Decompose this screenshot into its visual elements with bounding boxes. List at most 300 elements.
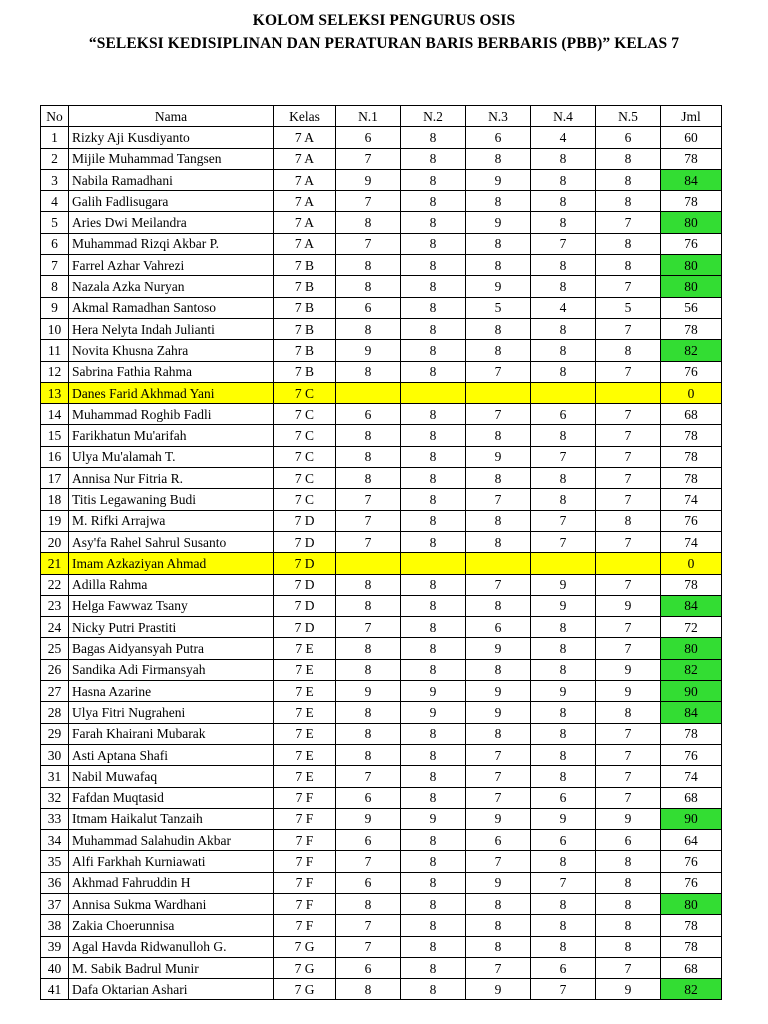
cell-nama: Dafa Oktarian Ashari (69, 979, 274, 1000)
cell-n5: 7 (596, 787, 661, 808)
cell-n2: 8 (401, 468, 466, 489)
cell-n2: 8 (401, 169, 466, 190)
cell-no: 39 (41, 936, 69, 957)
cell-n1: 8 (336, 595, 401, 616)
cell-n4: 9 (531, 681, 596, 702)
cell-n3: 7 (466, 744, 531, 765)
cell-jml: 78 (661, 191, 722, 212)
cell-n1: 6 (336, 297, 401, 318)
cell-nama: Annisa Sukma Wardhani (69, 893, 274, 914)
table-row (41, 766, 722, 787)
cell-n1: 8 (336, 979, 401, 1000)
cell-no: 18 (41, 489, 69, 510)
cell-no: 20 (41, 531, 69, 552)
table-row (41, 255, 722, 276)
cell-kelas: 7 D (274, 617, 336, 638)
cell-n1: 7 (336, 233, 401, 254)
table-row (41, 553, 722, 574)
cell-n3: 8 (466, 318, 531, 339)
cell-n4: 8 (531, 318, 596, 339)
cell-no: 14 (41, 404, 69, 425)
cell-n3: 6 (466, 127, 531, 148)
cell-no: 9 (41, 297, 69, 318)
cell-nama: Sandika Adi Firmansyah (69, 659, 274, 680)
cell-n2: 8 (401, 872, 466, 893)
cell-nama: Hasna Azarine (69, 681, 274, 702)
cell-n5: 9 (596, 808, 661, 829)
cell-kelas: 7 F (274, 872, 336, 893)
col-header-nama: Nama (69, 106, 274, 127)
cell-n2: 8 (401, 276, 466, 297)
cell-n5: 8 (596, 191, 661, 212)
cell-n3: 6 (466, 830, 531, 851)
cell-n3: 7 (466, 766, 531, 787)
cell-n1 (336, 382, 401, 403)
cell-n1: 7 (336, 936, 401, 957)
cell-no: 21 (41, 553, 69, 574)
cell-n4: 6 (531, 957, 596, 978)
cell-n1: 8 (336, 744, 401, 765)
cell-n5: 7 (596, 531, 661, 552)
cell-n3: 6 (466, 617, 531, 638)
table-row (41, 361, 722, 382)
cell-n2: 8 (401, 191, 466, 212)
cell-jml: 80 (661, 893, 722, 914)
table-row (41, 468, 722, 489)
page-title: KOLOM SELEKSI PENGURUS OSIS (252, 12, 516, 29)
cell-kelas: 7 E (274, 681, 336, 702)
cell-n2: 8 (401, 127, 466, 148)
cell-jml: 78 (661, 446, 722, 467)
cell-n3: 8 (466, 148, 531, 169)
table-row (41, 191, 722, 212)
table-row (41, 830, 722, 851)
cell-n5: 7 (596, 638, 661, 659)
cell-n5: 7 (596, 766, 661, 787)
cell-n2: 8 (401, 574, 466, 595)
cell-nama: Nabil Muwafaq (69, 766, 274, 787)
cell-n2: 8 (401, 404, 466, 425)
cell-n4: 8 (531, 425, 596, 446)
cell-n4: 7 (531, 233, 596, 254)
cell-jml: 68 (661, 404, 722, 425)
cell-no: 38 (41, 915, 69, 936)
cell-n5: 8 (596, 233, 661, 254)
table-row (41, 446, 722, 467)
table-row (41, 404, 722, 425)
cell-n3: 7 (466, 787, 531, 808)
cell-n2 (401, 553, 466, 574)
cell-jml: 76 (661, 744, 722, 765)
table-row (41, 212, 722, 233)
cell-n3: 8 (466, 936, 531, 957)
cell-n5: 7 (596, 574, 661, 595)
cell-n3: 8 (466, 255, 531, 276)
cell-n5 (596, 553, 661, 574)
cell-n2: 8 (401, 361, 466, 382)
cell-jml: 82 (661, 659, 722, 680)
cell-n3: 8 (466, 468, 531, 489)
table-row (41, 425, 722, 446)
col-header-n3: N.3 (466, 106, 531, 127)
cell-n2: 9 (401, 681, 466, 702)
cell-jml: 78 (661, 148, 722, 169)
cell-kelas: 7 E (274, 659, 336, 680)
cell-no: 10 (41, 318, 69, 339)
cell-nama: Farikhatun Mu'arifah (69, 425, 274, 446)
cell-n4: 8 (531, 659, 596, 680)
col-header-no: No (41, 106, 69, 127)
cell-n1: 6 (336, 787, 401, 808)
col-header-n2: N.2 (401, 106, 466, 127)
cell-nama: Ulya Mu'alamah T. (69, 446, 274, 467)
cell-kelas: 7 B (274, 361, 336, 382)
cell-no: 37 (41, 893, 69, 914)
cell-n4: 8 (531, 766, 596, 787)
cell-n2: 8 (401, 340, 466, 361)
page-subtitle: “SELEKSI KEDISIPLINAN DAN PERATURAN BARIS BERBARIS (PBB)” KELAS 7 (88, 35, 680, 52)
table-row (41, 595, 722, 616)
cell-nama: M. Rifki Arrajwa (69, 510, 274, 531)
cell-nama: Muhammad Roghib Fadli (69, 404, 274, 425)
cell-n4 (531, 553, 596, 574)
cell-n3: 7 (466, 489, 531, 510)
cell-kelas: 7 E (274, 723, 336, 744)
cell-n2: 8 (401, 851, 466, 872)
cell-n3: 9 (466, 169, 531, 190)
cell-n1: 8 (336, 468, 401, 489)
cell-kelas: 7 D (274, 553, 336, 574)
cell-n1: 7 (336, 489, 401, 510)
cell-jml: 80 (661, 276, 722, 297)
cell-jml: 82 (661, 340, 722, 361)
cell-n5: 7 (596, 617, 661, 638)
cell-nama: Titis Legawaning Budi (69, 489, 274, 510)
cell-n5: 7 (596, 723, 661, 744)
cell-nama: Akmal Ramadhan Santoso (69, 297, 274, 318)
cell-n3: 8 (466, 340, 531, 361)
cell-kelas: 7 F (274, 851, 336, 872)
table-row (41, 510, 722, 531)
cell-jml: 74 (661, 531, 722, 552)
cell-n3: 8 (466, 531, 531, 552)
cell-n4: 6 (531, 830, 596, 851)
cell-n5: 6 (596, 127, 661, 148)
cell-no: 16 (41, 446, 69, 467)
cell-n3: 8 (466, 510, 531, 531)
cell-nama: Zakia Choerunnisa (69, 915, 274, 936)
cell-n5: 9 (596, 595, 661, 616)
cell-n5: 7 (596, 276, 661, 297)
cell-n5: 7 (596, 446, 661, 467)
cell-n1: 8 (336, 425, 401, 446)
cell-kelas: 7 F (274, 830, 336, 851)
cell-nama: Muhammad Rizqi Akbar P. (69, 233, 274, 254)
cell-n5: 8 (596, 872, 661, 893)
cell-jml: 84 (661, 702, 722, 723)
cell-n4: 8 (531, 723, 596, 744)
cell-n4: 9 (531, 595, 596, 616)
cell-n1: 9 (336, 340, 401, 361)
cell-n3: 7 (466, 574, 531, 595)
cell-n3: 8 (466, 723, 531, 744)
cell-n3: 9 (466, 872, 531, 893)
cell-n2: 8 (401, 446, 466, 467)
cell-jml: 60 (661, 127, 722, 148)
cell-nama: Farah Khairani Mubarak (69, 723, 274, 744)
cell-n4: 9 (531, 808, 596, 829)
cell-jml: 80 (661, 638, 722, 659)
cell-no: 11 (41, 340, 69, 361)
cell-n1: 8 (336, 318, 401, 339)
cell-no: 33 (41, 808, 69, 829)
table-header-row (41, 106, 722, 127)
cell-n5: 8 (596, 169, 661, 190)
cell-kelas: 7 A (274, 148, 336, 169)
cell-n4: 7 (531, 510, 596, 531)
cell-n2: 8 (401, 233, 466, 254)
cell-kelas: 7 F (274, 893, 336, 914)
cell-nama: M. Sabik Badrul Munir (69, 957, 274, 978)
cell-n5: 7 (596, 489, 661, 510)
cell-no: 28 (41, 702, 69, 723)
cell-n5: 8 (596, 915, 661, 936)
cell-nama: Mijile Muhammad Tangsen (69, 148, 274, 169)
cell-n3: 7 (466, 851, 531, 872)
cell-no: 13 (41, 382, 69, 403)
cell-kelas: 7 C (274, 468, 336, 489)
cell-n1: 8 (336, 276, 401, 297)
table-row (41, 531, 722, 552)
cell-n1: 7 (336, 915, 401, 936)
cell-kelas: 7 E (274, 744, 336, 765)
cell-n2: 8 (401, 766, 466, 787)
cell-n5: 7 (596, 957, 661, 978)
cell-kelas: 7 G (274, 979, 336, 1000)
cell-n3: 8 (466, 191, 531, 212)
cell-kelas: 7 A (274, 191, 336, 212)
cell-n3: 7 (466, 404, 531, 425)
cell-n5: 8 (596, 510, 661, 531)
cell-n1: 8 (336, 893, 401, 914)
cell-n2 (401, 382, 466, 403)
cell-nama: Bagas Aidyansyah Putra (69, 638, 274, 659)
cell-kelas: 7 F (274, 787, 336, 808)
cell-n2: 8 (401, 893, 466, 914)
cell-n1: 7 (336, 191, 401, 212)
table-row (41, 681, 722, 702)
cell-nama: Nazala Azka Nuryan (69, 276, 274, 297)
cell-jml: 84 (661, 169, 722, 190)
cell-n5: 8 (596, 148, 661, 169)
cell-n4: 8 (531, 212, 596, 233)
table-row (41, 936, 722, 957)
cell-n4: 8 (531, 744, 596, 765)
table-row (41, 808, 722, 829)
cell-no: 17 (41, 468, 69, 489)
cell-n5: 9 (596, 659, 661, 680)
cell-nama: Muhammad Salahudin Akbar (69, 830, 274, 851)
cell-nama: Alfi Farkhah Kurniawati (69, 851, 274, 872)
table-row (41, 723, 722, 744)
cell-n2: 8 (401, 212, 466, 233)
cell-n3: 8 (466, 233, 531, 254)
cell-kelas: 7 B (274, 318, 336, 339)
table-row (41, 276, 722, 297)
cell-no: 40 (41, 957, 69, 978)
cell-n4: 7 (531, 531, 596, 552)
cell-kelas: 7 E (274, 638, 336, 659)
cell-nama: Sabrina Fathia Rahma (69, 361, 274, 382)
cell-n5: 7 (596, 468, 661, 489)
cell-kelas: 7 D (274, 574, 336, 595)
cell-kelas: 7 C (274, 446, 336, 467)
cell-nama: Galih Fadlisugara (69, 191, 274, 212)
cell-nama: Danes Farid Akhmad Yani (69, 382, 274, 403)
table-row (41, 574, 722, 595)
table-row (41, 340, 722, 361)
cell-n3: 9 (466, 446, 531, 467)
cell-n2: 8 (401, 617, 466, 638)
cell-jml: 72 (661, 617, 722, 638)
cell-n3: 8 (466, 659, 531, 680)
cell-n5: 8 (596, 255, 661, 276)
cell-n4: 8 (531, 169, 596, 190)
cell-no: 30 (41, 744, 69, 765)
cell-n5: 8 (596, 340, 661, 361)
cell-n5: 7 (596, 744, 661, 765)
cell-n5: 5 (596, 297, 661, 318)
table-row (41, 148, 722, 169)
cell-nama: Itmam Haikalut Tanzaih (69, 808, 274, 829)
cell-jml: 74 (661, 489, 722, 510)
cell-jml: 68 (661, 787, 722, 808)
cell-n4: 8 (531, 468, 596, 489)
cell-n3: 8 (466, 425, 531, 446)
cell-nama: Novita Khusna Zahra (69, 340, 274, 361)
cell-nama: Nicky Putri Prastiti (69, 617, 274, 638)
cell-n4: 8 (531, 191, 596, 212)
cell-jml: 84 (661, 595, 722, 616)
cell-no: 22 (41, 574, 69, 595)
cell-n4: 8 (531, 936, 596, 957)
cell-n4: 8 (531, 915, 596, 936)
table-row (41, 169, 722, 190)
cell-nama: Ulya Fitri Nugraheni (69, 702, 274, 723)
cell-n1: 7 (336, 766, 401, 787)
cell-jml: 78 (661, 425, 722, 446)
cell-n5: 6 (596, 830, 661, 851)
cell-n5: 7 (596, 318, 661, 339)
cell-n4: 6 (531, 404, 596, 425)
cell-n3: 8 (466, 893, 531, 914)
cell-n1: 8 (336, 659, 401, 680)
cell-n3: 5 (466, 297, 531, 318)
cell-n1: 7 (336, 531, 401, 552)
table-row (41, 787, 722, 808)
cell-jml: 76 (661, 872, 722, 893)
cell-no: 31 (41, 766, 69, 787)
cell-kelas: 7 G (274, 936, 336, 957)
cell-no: 4 (41, 191, 69, 212)
cell-kelas: 7 A (274, 233, 336, 254)
cell-kelas: 7 C (274, 382, 336, 403)
cell-kelas: 7 D (274, 510, 336, 531)
cell-n5: 9 (596, 979, 661, 1000)
col-header-kelas: Kelas (274, 106, 336, 127)
cell-no: 7 (41, 255, 69, 276)
cell-n2: 8 (401, 744, 466, 765)
cell-n4: 8 (531, 361, 596, 382)
cell-jml: 64 (661, 830, 722, 851)
cell-nama: Helga Fawwaz Tsany (69, 595, 274, 616)
table-row (41, 382, 722, 403)
cell-n1: 8 (336, 702, 401, 723)
cell-n4: 8 (531, 893, 596, 914)
table-row (41, 318, 722, 339)
cell-n1: 6 (336, 404, 401, 425)
cell-jml: 90 (661, 808, 722, 829)
table-body (41, 127, 722, 1000)
cell-jml: 82 (661, 979, 722, 1000)
cell-n4: 8 (531, 276, 596, 297)
cell-n3: 7 (466, 361, 531, 382)
table-row (41, 233, 722, 254)
cell-n4: 6 (531, 787, 596, 808)
cell-no: 1 (41, 127, 69, 148)
cell-n4: 8 (531, 489, 596, 510)
cell-n2: 8 (401, 510, 466, 531)
cell-jml: 76 (661, 233, 722, 254)
cell-no: 41 (41, 979, 69, 1000)
cell-n4: 8 (531, 617, 596, 638)
cell-n3: 9 (466, 979, 531, 1000)
cell-n2: 8 (401, 979, 466, 1000)
table-row (41, 638, 722, 659)
cell-n5: 7 (596, 425, 661, 446)
cell-nama: Aries Dwi Meilandra (69, 212, 274, 233)
table-row (41, 872, 722, 893)
cell-nama: Annisa Nur Fitria R. (69, 468, 274, 489)
col-header-n5: N.5 (596, 106, 661, 127)
cell-n4 (531, 382, 596, 403)
cell-kelas: 7 A (274, 212, 336, 233)
cell-n2: 8 (401, 425, 466, 446)
cell-n2: 9 (401, 808, 466, 829)
table-row (41, 297, 722, 318)
cell-n4: 8 (531, 638, 596, 659)
cell-n2: 8 (401, 957, 466, 978)
cell-n2: 8 (401, 936, 466, 957)
cell-n4: 7 (531, 979, 596, 1000)
cell-kelas: 7 E (274, 766, 336, 787)
cell-no: 15 (41, 425, 69, 446)
cell-nama: Akhmad Fahruddin H (69, 872, 274, 893)
cell-n4: 9 (531, 574, 596, 595)
cell-n2: 8 (401, 489, 466, 510)
cell-n1: 8 (336, 723, 401, 744)
cell-kelas: 7 B (274, 297, 336, 318)
cell-jml: 78 (661, 318, 722, 339)
cell-n2: 8 (401, 638, 466, 659)
cell-n2: 8 (401, 915, 466, 936)
table-row (41, 979, 722, 1000)
cell-n4: 4 (531, 127, 596, 148)
cell-n1 (336, 553, 401, 574)
cell-n3: 7 (466, 957, 531, 978)
cell-jml: 78 (661, 915, 722, 936)
cell-kelas: 7 B (274, 340, 336, 361)
